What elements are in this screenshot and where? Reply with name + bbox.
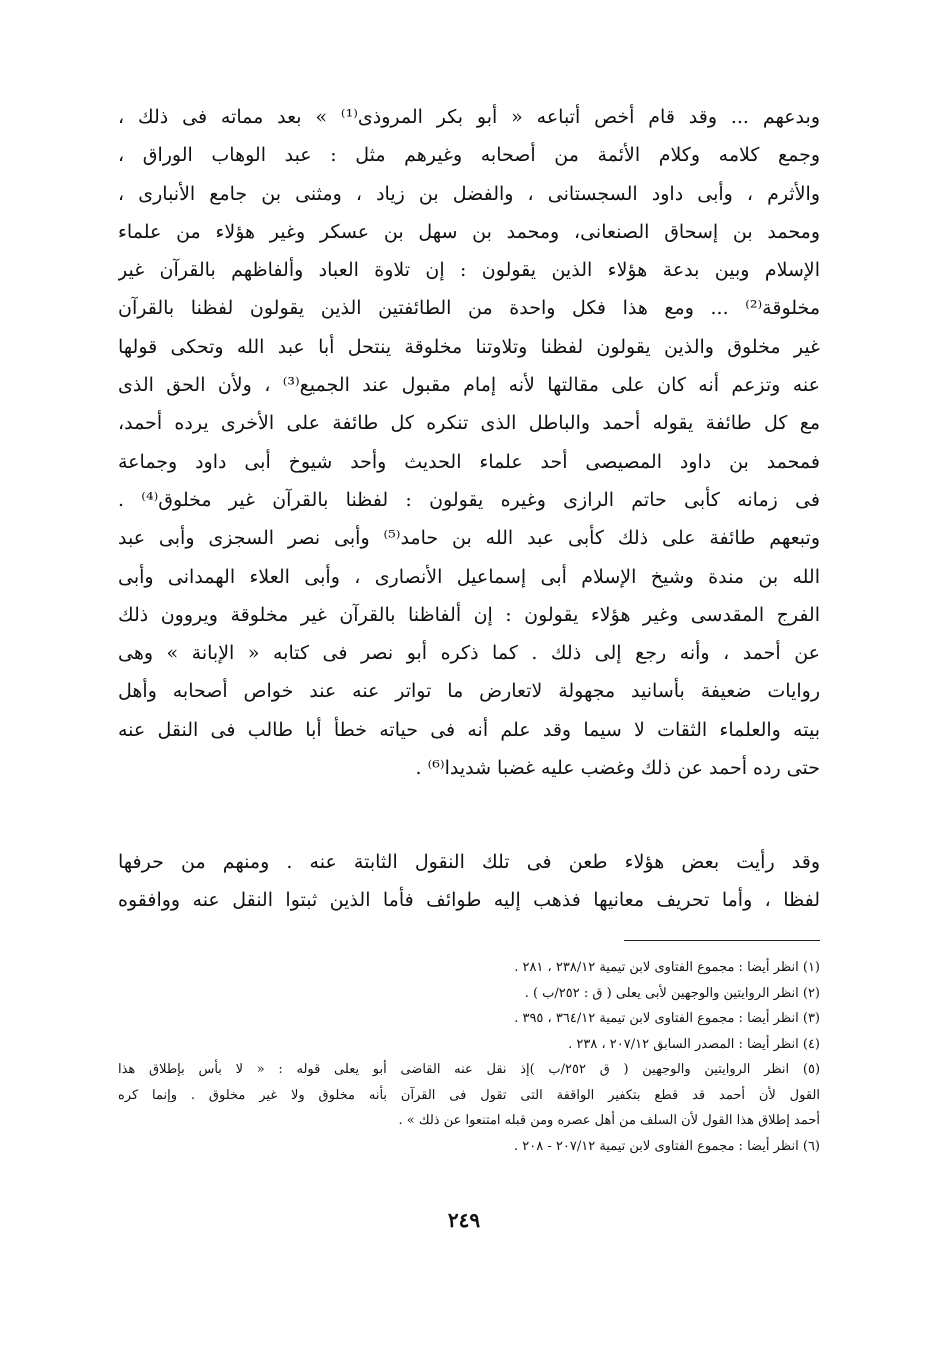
text-line: فمحمد بن داود المصيصى أحد علماء الحديث وأحد شيوخ أبى داود وجماعة <box>118 450 820 473</box>
text-line: الله بن مندة وشيخ الإسلام أبى إسماعيل الأنصارى ، وأبى العلاء الهمدانى وأبى <box>118 565 820 588</box>
footnote-continuation: أحمد إطلاق هذا القول لأن السلف من أهل عصره ومن قبله امتنعوا عن ذلك » . <box>398 1113 820 1128</box>
text-line: الفرج المقدسى وغير هؤلاء يقولون : إن ألفاظنا بالقرآن غير مخلوقة ويروون ذلك <box>118 603 820 626</box>
footnote: (٦) انظر أيضا : مجموع الفتاوى لابن تيمية ٢٠٧/١٢ - ٢٠٨ . <box>514 1138 820 1154</box>
footnote: (٢) انظر الروايتين والوجهين لأبى يعلى ( ق : ٢٥٢/ب ) . <box>524 985 820 1001</box>
text-line: حتى رده أحمد عن ذلك وغضب عليه غضبا شديدا⁽⁶⁾ . <box>415 757 820 780</box>
text-line: روايات ضعيفة بأسانيد مجهولة لاتعارض ما تواتر عنه عند خواص أصحابه وأهل <box>118 680 820 703</box>
footnote: (٥) انظر الروايتين والوجهين ( ق ٢٥٢/ب )إذ نقل عنه القاضى أبو يعلى قوله : « لا بأس بإطلاق هذا <box>118 1062 820 1077</box>
text-line: الإسلام وبين بدعة هؤلاء الذين يقولون : إن تلاوة العباد وألفاظهم بالقرآن غير <box>118 259 820 282</box>
footnote: (٤) انظر أيضا : المصدر السابق ٢٠٧/١٢ ، ٢٣٨ . <box>568 1036 820 1052</box>
text-line: مع كل طائفة يقوله أحمد والباطل الذى تنكره كل طائفة على الأخرى يرده أحمد، <box>118 412 820 435</box>
footnote: (٣) انظر أيضا : مجموع الفتاوى لابن تيمية ٣٦٤/١٢ ، ٣٩٥ . <box>514 1011 820 1026</box>
footnote-continuation: القول لأن أحمد قد قطع بتكفير الواقفة التى تقول فى القرآن بأنه مخلوق ولا غير مخلوق . وإنما كره <box>118 1087 820 1103</box>
text-line: غير مخلوق والذين يقولون لفظنا وتلاوتنا مخلوقة ينتحل أبا عبد الله وتحكى قولها <box>118 335 820 358</box>
text-line: عن أحمد ، وأنه رجع إلى ذلك . كما ذكره أبو نصر فى كتابه « الإبانة » وهى <box>118 642 820 665</box>
text-line: عنه وتزعم أنه كان على مقالتها لأنه إمام مقبول عند الجميع⁽³⁾ ، ولأن الحق الذى <box>118 374 820 397</box>
text-line: وبدعهم ... وقد قام أخص أتباعه « أبو بكر المروذى⁽¹⁾ » بعد مماته فى ذلك ، <box>118 106 820 128</box>
main-paragraph <box>118 98 820 787</box>
text-line: وجمع كلامه وكلام الأئمة من أصحابه وغيرهم مثل : عبد الوهاب الوراق ، <box>118 144 820 167</box>
text-line: بيته والعلماء الثقات لا سيما وقد علم أنه فى حياته خطأ أبا طالب فى النقل عنه <box>118 718 820 741</box>
text-line: مخلوقة⁽²⁾ ... ومع هذا فكل واحدة من الطائفتين الذين يقولون لفظنا بالقرآن <box>118 297 820 320</box>
footnote: (١) انظر أيضا : مجموع الفتاوى لابن تيمية ٢٣٨/١٢ ، ٢٨١ . <box>514 960 820 975</box>
text-line: ومحمد بن إسحاق الصنعانى، ومحمد بن سهل بن عسكر وغير هؤلاء من علماء <box>118 220 820 243</box>
text-line: لفظا ، وأما تحريف معانيها فذهب إليه طوائف فأما الذين ثبتوا النقل عنه ووافقوه <box>118 889 820 912</box>
page-number: ٢٤٩ <box>447 1208 481 1232</box>
second-paragraph <box>118 843 820 920</box>
text-line: والأثرم ، وأبى داود السجستانى ، والفضل بن زياد ، ومثنى بن جامع الأنبارى ، <box>118 182 820 205</box>
footnote-separator <box>624 940 820 941</box>
text-line: فى زمانه كأبى حاتم الرازى وغيره يقولون : لفظنا بالقرآن غير مخلوق⁽⁴⁾ . <box>118 488 820 511</box>
text-line: وتبعهم طائفة على ذلك كأبى عبد الله بن حامد⁽⁵⁾ وأبى نصر السجزى وأبى عبد <box>118 527 820 550</box>
footnotes <box>118 955 820 1159</box>
text-line: وقد رأيت بعض هؤلاء طعن فى تلك النقول الثابتة عنه . ومنهم من حرفها <box>118 851 820 873</box>
